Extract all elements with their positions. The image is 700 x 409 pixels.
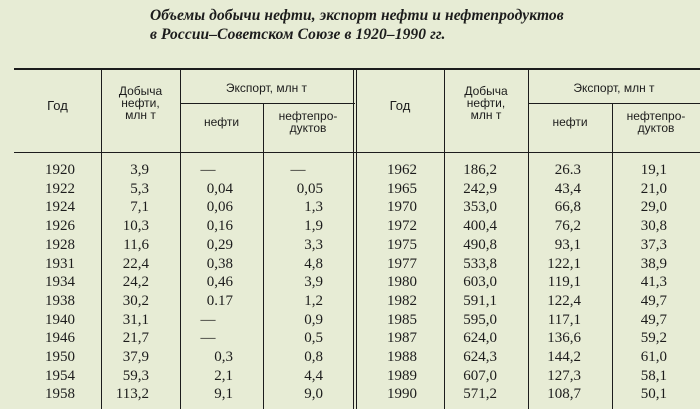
right-cell-production: 595,0 — [463, 312, 497, 328]
right-cell-year: 1987 — [387, 330, 417, 346]
left-cell-oil: 2,1 — [214, 368, 233, 384]
left-cell-year: 1924 — [45, 199, 75, 215]
header-products-line2: дуктов — [637, 121, 675, 135]
right-cell-year: 1982 — [387, 293, 417, 309]
left-cell-production: 22,4 — [122, 256, 149, 272]
right-cell-oil: 119,1 — [547, 274, 581, 290]
right-cell-oil: 122,1 — [547, 256, 581, 272]
right-cell-year: 1985 — [387, 312, 417, 328]
right-cell-production: 624,3 — [463, 349, 497, 365]
left-cell-production: 113,2 — [115, 386, 149, 402]
header-export-products-right — [612, 110, 700, 134]
right-cell-products: 30,8 — [640, 218, 667, 234]
right-cell-production: 533,8 — [463, 256, 497, 272]
right-cell-oil: 127,3 — [547, 368, 581, 384]
left-cell-year: 1928 — [45, 237, 75, 253]
right-cell-products: 21,0 — [640, 181, 667, 197]
header-export-products-left — [263, 110, 353, 134]
left-cell-production: 7,1 — [130, 199, 149, 215]
left-cell-year: 1934 — [45, 274, 75, 290]
left-cell-products: 1,3 — [304, 199, 323, 215]
right-cell-production: 607,0 — [463, 368, 497, 384]
left-cell-oil: 0,38 — [206, 256, 233, 272]
left-cell-products: 1,2 — [304, 293, 323, 309]
left-cell-year: 1940 — [45, 312, 75, 328]
left-cell-production: 30,2 — [122, 293, 149, 309]
right-cell-oil: 66,8 — [554, 199, 581, 215]
header-products-line2: дуктов — [289, 121, 327, 135]
header-year-left: Год — [47, 98, 68, 113]
left-cell-oil: — — [200, 162, 216, 178]
left-cell-products: 0,05 — [296, 181, 323, 197]
left-cell-production: 10,3 — [122, 218, 149, 234]
left-cell-products: 1,9 — [304, 218, 323, 234]
right-cell-products: 49,7 — [640, 312, 667, 328]
right-cell-year: 1962 — [387, 162, 417, 178]
left-cell-production: 11,6 — [123, 237, 149, 253]
right-cell-products: 50,1 — [640, 386, 667, 402]
left-cell-oil: — — [200, 330, 216, 346]
right-cell-products: 61,0 — [640, 349, 667, 365]
left-cell-products: 0,8 — [304, 349, 323, 365]
right-cell-year: 1975 — [387, 237, 417, 253]
right-cell-oil: 144,2 — [547, 349, 581, 365]
right-cell-products: 41,3 — [640, 274, 667, 290]
table-top-rule — [14, 68, 700, 70]
title-line-2: в России–Советском Союзе в 1920–1990 гг. — [150, 26, 446, 43]
header-production-line2: нефти, — [121, 96, 160, 110]
title-line-1: Объемы добычи нефти, экспорт нефти и нефтепродуктов — [150, 7, 564, 24]
right-cell-oil: 43,4 — [554, 181, 581, 197]
left-cell-products: 3,9 — [304, 274, 323, 290]
right-cell-production: 186,2 — [463, 162, 497, 178]
right-cell-year: 1972 — [387, 218, 417, 234]
left-cell-oil: 0,3 — [214, 349, 233, 365]
right-cell-production: 400,4 — [463, 218, 497, 234]
header-production-right — [444, 85, 528, 121]
right-cell-year: 1980 — [387, 274, 417, 290]
header-export-oil-right: нефти — [552, 115, 588, 129]
left-cell-oil: 0,16 — [206, 218, 233, 234]
left-cell-products: 0,9 — [304, 312, 323, 328]
left-cell-year: 1950 — [45, 349, 75, 365]
left-cell-oil: 0,04 — [206, 181, 233, 197]
left-cell-year: 1958 — [45, 386, 75, 402]
right-cell-production: 490,8 — [463, 237, 497, 253]
left-cell-oil: — — [200, 312, 216, 328]
left-cell-production: 3,9 — [130, 162, 149, 178]
left-cell-products: 4,4 — [304, 368, 323, 384]
right-cell-production: 353,0 — [463, 199, 497, 215]
right-cell-year: 1970 — [387, 199, 417, 215]
header-production-left — [101, 85, 180, 121]
left-cell-products: 3,3 — [304, 237, 323, 253]
right-cell-year: 1977 — [387, 256, 417, 272]
left-cell-production: 31,1 — [122, 312, 149, 328]
left-cell-products: 4,8 — [304, 256, 323, 272]
right-cell-oil: 122,4 — [547, 293, 581, 309]
left-cell-year: 1926 — [45, 218, 75, 234]
right-cell-year: 1989 — [387, 368, 417, 384]
left-cell-oil: 0.17 — [206, 293, 233, 309]
header-production-line2: нефти, — [466, 96, 506, 110]
right-cell-year: 1988 — [387, 349, 417, 365]
header-production-line3: млн т — [125, 108, 156, 122]
left-cell-year: 1920 — [45, 162, 75, 178]
header-export-right: Экспорт, млн т — [573, 81, 655, 95]
left-cell-oil: 9,1 — [214, 386, 233, 402]
right-cell-products: 58,1 — [640, 368, 667, 384]
left-cell-year: 1946 — [45, 330, 75, 346]
header-products-line1: нефтепро- — [626, 109, 686, 123]
left-cell-year: 1938 — [45, 293, 75, 309]
left-cell-products: — — [290, 162, 306, 178]
right-cell-production: 624,0 — [463, 330, 497, 346]
left-cell-products: 9,0 — [304, 386, 323, 402]
export-header-rule-left — [180, 103, 355, 104]
left-cell-oil: 0,06 — [206, 199, 233, 215]
right-cell-oil: 117,1 — [547, 312, 581, 328]
right-cell-oil: 76,2 — [554, 218, 581, 234]
left-cell-production: 21,7 — [122, 330, 149, 346]
header-products-line1: нефтепро- — [278, 109, 338, 123]
right-cell-products: 59,2 — [640, 330, 667, 346]
right-cell-products: 38,9 — [640, 256, 667, 272]
left-cell-products: 0,5 — [304, 330, 323, 346]
export-header-rule-right — [528, 103, 700, 104]
header-production-line1: Добыча — [464, 84, 508, 98]
header-production-line1: Добыча — [118, 84, 163, 98]
left-cell-oil: 0,29 — [206, 237, 233, 253]
right-cell-production: 603,0 — [463, 274, 497, 290]
left-cell-year: 1931 — [45, 256, 75, 272]
header-year-right: Год — [389, 98, 411, 113]
header-export-left: Экспорт, млн т — [225, 81, 308, 95]
right-cell-production: 591,1 — [463, 293, 497, 309]
right-cell-oil: 136,6 — [547, 330, 581, 346]
left-cell-production: 24,2 — [122, 274, 149, 290]
left-cell-production: 5,3 — [130, 181, 149, 197]
left-cell-production: 59,3 — [122, 368, 149, 384]
right-cell-production: 571,2 — [463, 386, 497, 402]
table-title — [150, 6, 670, 44]
right-cell-oil: 26.3 — [554, 162, 581, 178]
right-cell-products: 49,7 — [640, 293, 667, 309]
left-cell-year: 1954 — [45, 368, 75, 384]
right-cell-products: 37,3 — [640, 237, 667, 253]
right-cell-oil: 108,7 — [547, 386, 581, 402]
header-export-oil-left: нефти — [203, 115, 240, 129]
header-bottom-rule — [14, 152, 700, 153]
right-cell-products: 19,1 — [640, 162, 667, 178]
left-cell-production: 37,9 — [122, 349, 149, 365]
right-cell-year: 1990 — [387, 386, 417, 402]
right-cell-year: 1965 — [387, 181, 417, 197]
right-cell-production: 242,9 — [463, 181, 497, 197]
header-production-line3: млн т — [470, 108, 502, 122]
left-cell-year: 1922 — [45, 181, 75, 197]
right-cell-oil: 93,1 — [554, 237, 581, 253]
right-cell-products: 29,0 — [640, 199, 667, 215]
left-cell-oil: 0,46 — [206, 274, 233, 290]
